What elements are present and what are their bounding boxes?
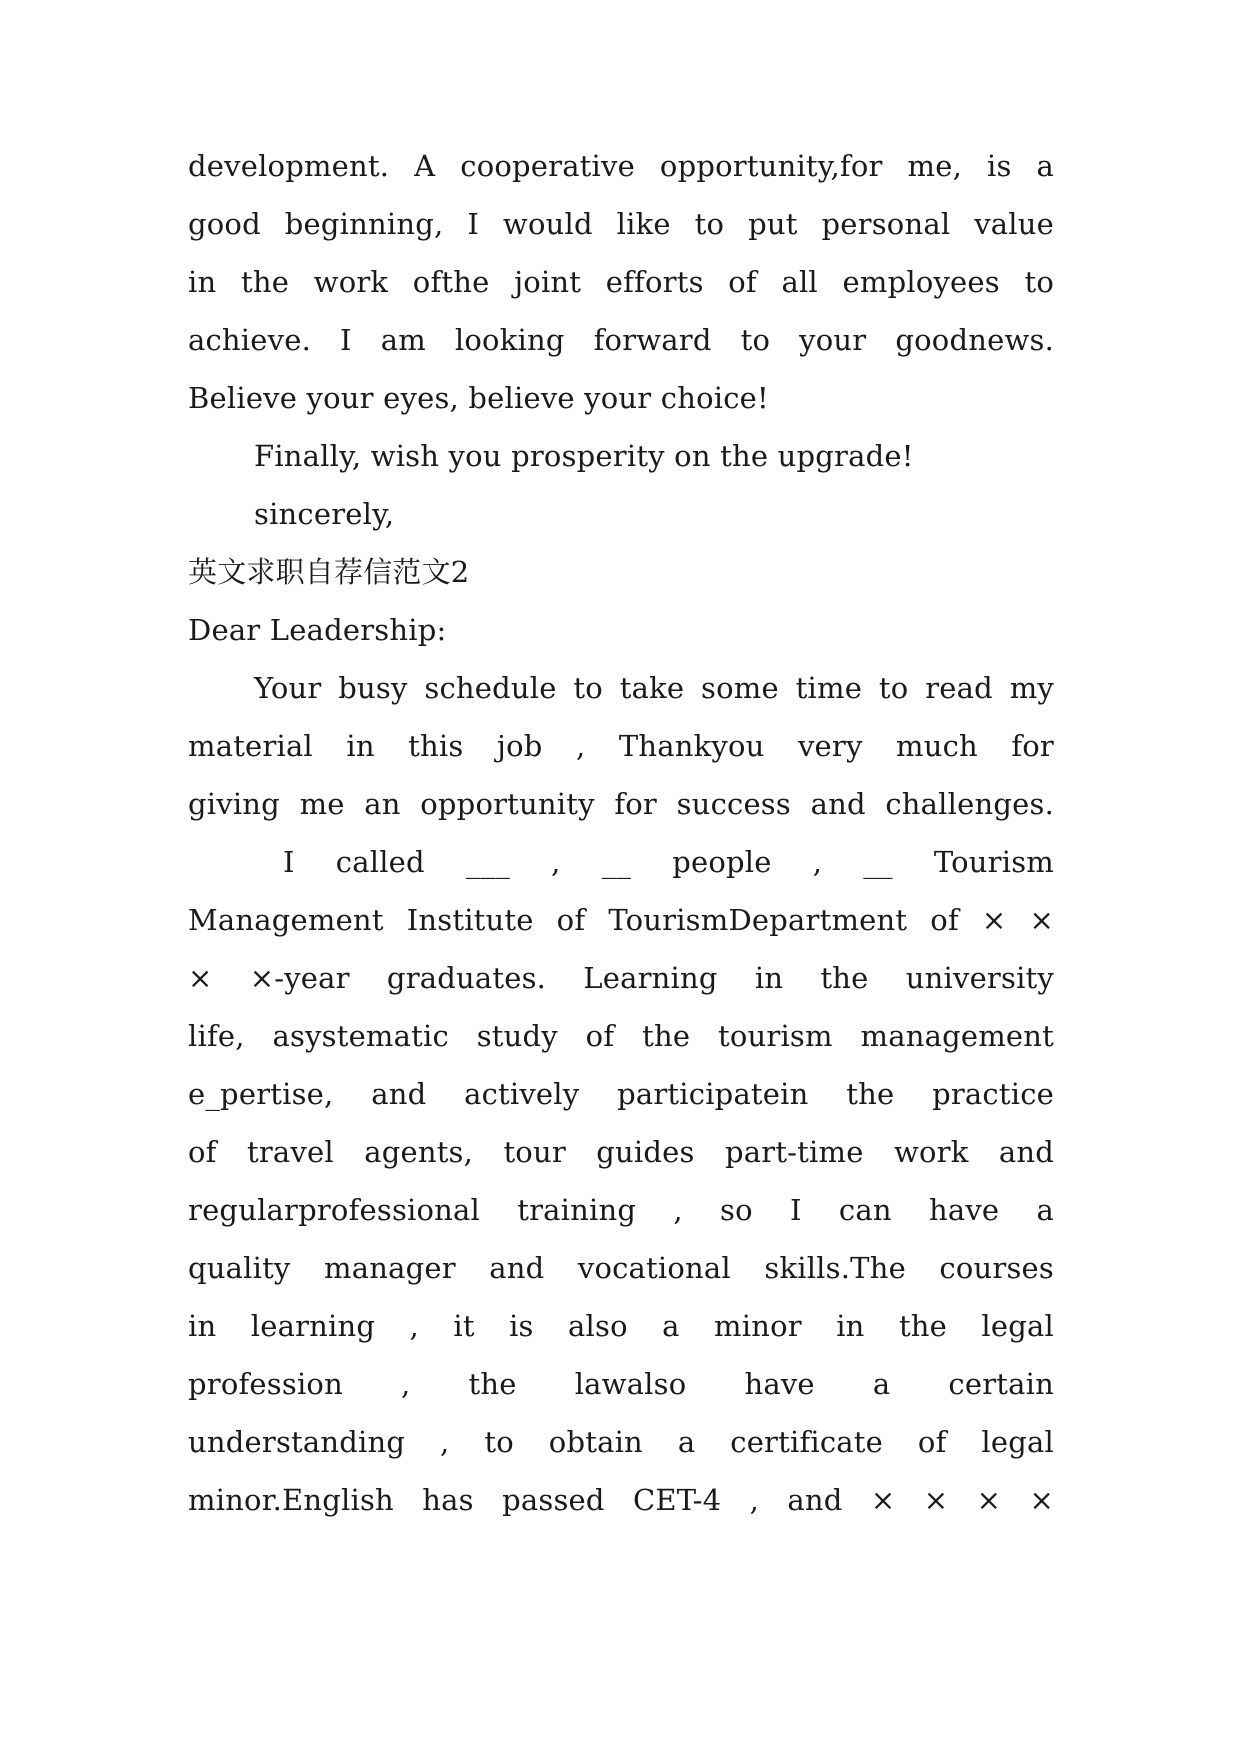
body-line: understanding , to obtain a certificate of legal xyxy=(188,1425,1054,1459)
body-line: Your busy schedule to take some time to read my xyxy=(254,671,1054,705)
body-line: profession , the lawalso have a certain xyxy=(188,1367,1054,1401)
body-line: of travel agents, tour guides part-time work and xyxy=(188,1135,1054,1169)
body-line: Believe your eyes, believe your choice! xyxy=(188,381,769,415)
section-heading: 英文求职自荐信范文2 xyxy=(188,555,470,589)
body-line: in the work ofthe joint efforts of all employees to xyxy=(188,265,1054,299)
body-line: e_pertise, and actively participatein the practice xyxy=(188,1077,1054,1111)
body-line: good beginning, I would like to put personal value xyxy=(188,207,1054,241)
body-line: development. A cooperative opportunity,for me, is a xyxy=(188,149,1054,183)
salutation: Dear Leadership: xyxy=(188,613,447,647)
body-line: material in this job , Thankyou very much for xyxy=(188,729,1054,763)
body-line: quality manager and vocational skills.The courses xyxy=(188,1251,1054,1285)
closing-sincerely: sincerely, xyxy=(254,497,395,531)
body-line: achieve. I am looking forward to your goodnews. xyxy=(188,323,1054,357)
closing-wish: Finally, wish you prosperity on the upgrade! xyxy=(254,439,914,473)
body-line: in learning , it is also a minor in the legal xyxy=(188,1309,1054,1343)
body-line: minor.English has passed CET-4 , and × × × × xyxy=(188,1483,1054,1517)
body-line: × ×-year graduates. Learning in the university xyxy=(188,961,1054,995)
body-line: giving me an opportunity for success and challenges. xyxy=(188,787,1054,821)
body-line: I called ___ , __ people , __ Tourism xyxy=(283,845,1054,879)
body-line: Management Institute of TourismDepartment of × × xyxy=(188,903,1054,937)
body-line: life, asystematic study of the tourism management xyxy=(188,1019,1054,1053)
body-line: regularprofessional training , so I can have a xyxy=(188,1193,1054,1227)
